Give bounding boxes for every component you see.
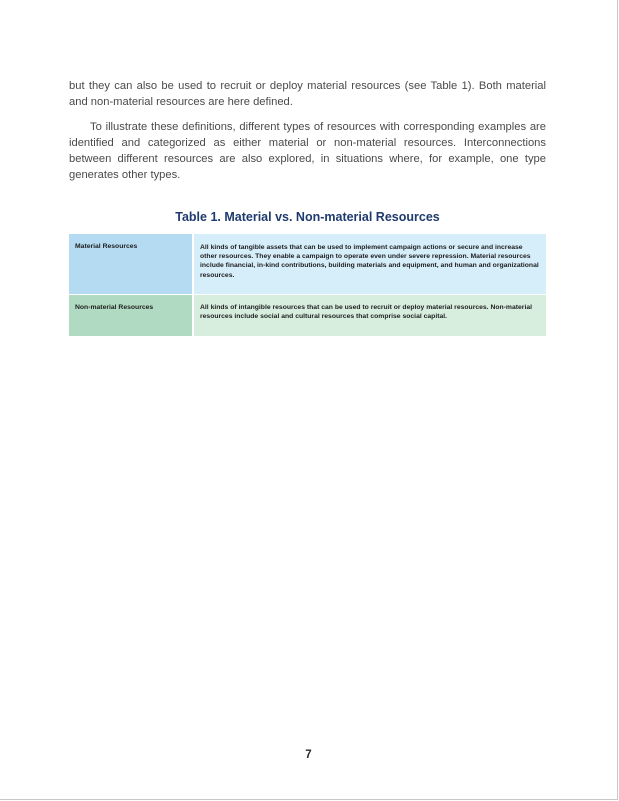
row-label-material: Material Resources (69, 234, 193, 295)
body-paragraph-2: To illustrate these definitions, different types of resources with corresponding examples are identified and categorized as either material or non-material resources. Interconnections between different resources are also explored, in situations where, for example, one type generates other types. (69, 121, 546, 181)
body-paragraph-1: but they can also be used to recruit or deploy material resources (see Table 1). Both material and non-material resources are here defined. (69, 80, 546, 108)
resources-table (69, 234, 546, 336)
row-description-material: All kinds of tangible assets that can be used to implement campaign actions or secure and increase other resources. They enable a campaign to operate even under severe repression. Material resources include financial, in-kind contributions, building materials and equipment, and human and organizational resources. (193, 234, 546, 295)
page-number: 7 (305, 749, 312, 761)
table-row (69, 234, 546, 295)
row-label-non-material: Non-material Resources (69, 295, 193, 337)
row-description-non-material: All kinds of intangible resources that can be used to recruit or deploy material resources. Non-material resources include social and cultural resources that comprise social capital. (193, 295, 546, 337)
table-row (69, 295, 546, 337)
table-title: Table 1. Material vs. Non-material Resources (175, 210, 440, 224)
